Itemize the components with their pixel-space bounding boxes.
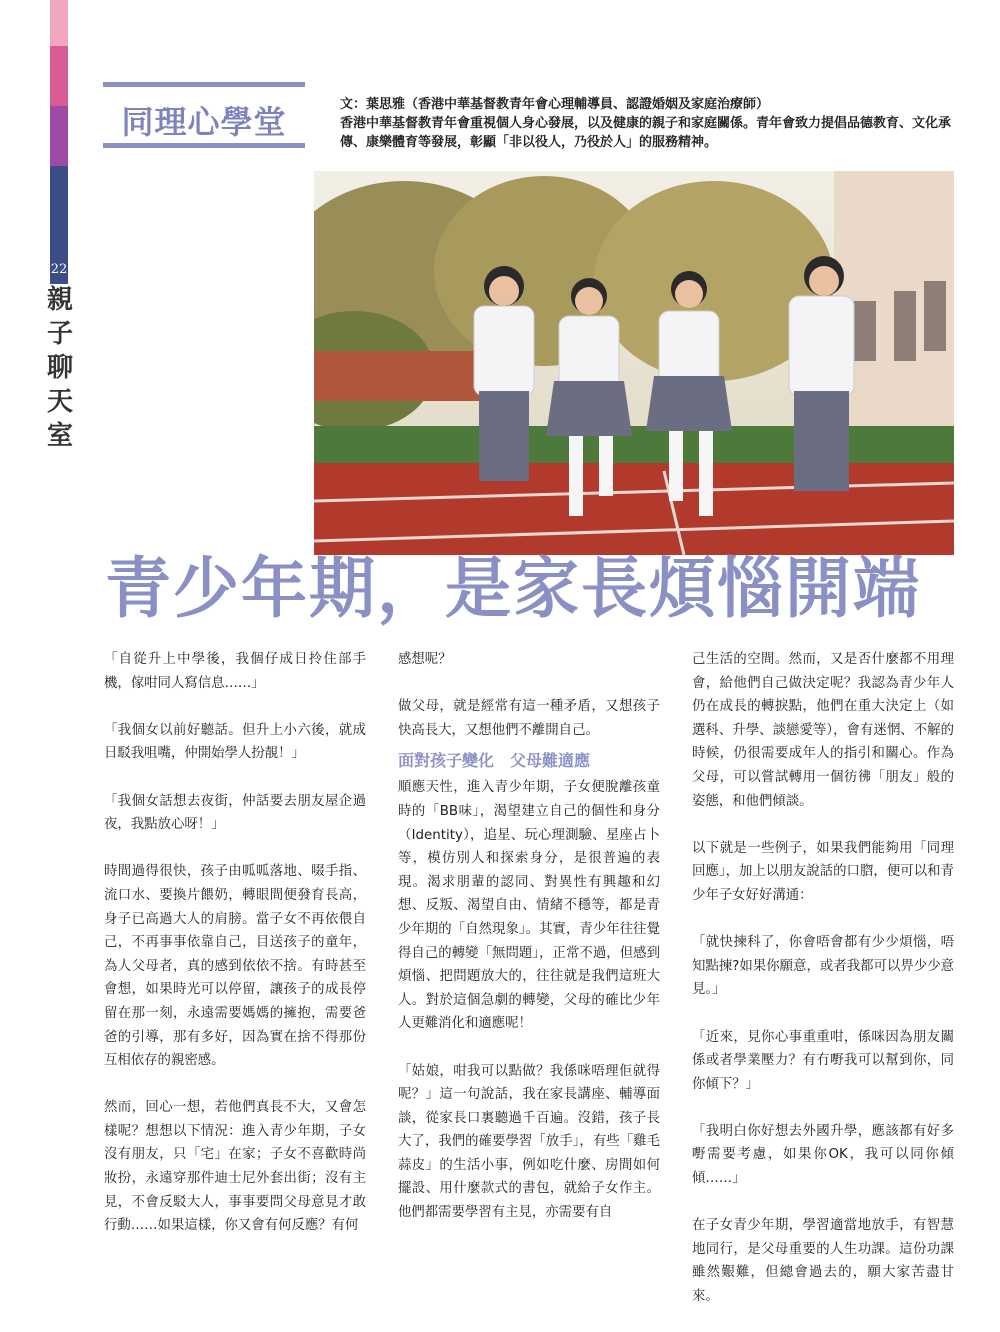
paragraph: 時間過得很快，孩子由呱呱落地、啜手指、流口水、要換片餵奶，轉眼間便發育長高，身子已高過大人的肩膀。當子女不再依偎自己，不再事事依靠自己，目送孩子的童年，為人父母者，真的感到依依不捨。有時甚至會想，如果時光可以停留，讓孩子的成長停留在那一刻，永遠需要媽媽的擁抱，需要爸爸的引導，那有多好，因為實在捨不得那份互相依存的親密感。 <box>104 864 366 1069</box>
section-title-box <box>103 82 305 148</box>
accent-bar-purple <box>50 106 68 166</box>
paragraph: 「自從升上中學後，我個仔成日拎住部手機，傢咁同人寫信息……」 <box>104 652 366 691</box>
author-byline: 文：葉思雅（香港中華基督教青年會心理輔導員、認證婚姻及家庭治療師） <box>340 97 770 112</box>
children-running-photo <box>314 171 954 555</box>
paragraph: 「姑娘，咁我可以點做？我係咪唔理佢就得呢？」這一句說話，我在家長講座、輔導面談，從家長口裏聽過千百遍。沒錯，孩子長大了，我們的確要學習「放手」，有些「雞毛蒜皮」的生活小事，例如吃什麼、房間如何擺設、用什麼款式的書包，就給子女作主。他們都需要學習有主見，亦需要有自 <box>398 1063 660 1221</box>
page-number: 22 <box>50 262 68 277</box>
quote-example: 「我明白你好想去外國升學，應該都有好多嘢需要考慮，如果你OK，我可以同你傾傾……」 <box>692 1123 954 1187</box>
paragraph: 順應天性，進入青少年期，子女便脫離孩童時的「BB味」，渴望建立自己的個性和身分（Identity），追星、玩心理測驗、星座占卜等，模仿別人和探索身分，是很普遍的表現。渴求朋輩的認同、對異性有興趣和幻想、反叛、渴望自由、情緒不穩等，都是青少年期的「自然現象」。其實，青少年往往覺得自己的轉變「無問題」，正常不過，但感到煩惱、把問題放大的，往往就是我們這班大人。對於這個急劇的轉變，父母的確比少年人更難消化和適應呢！ <box>398 780 660 1032</box>
vertical-title-char: 親 <box>46 285 73 315</box>
subheading: 面對孩子變化 父母難適應 <box>398 751 591 771</box>
photo-children-running <box>314 171 954 555</box>
accent-bar-pink <box>50 0 68 46</box>
vertical-title-char: 天 <box>46 387 73 417</box>
organization-intro: 香港中華基督教青年會重視個人身心發展，以及健康的親子和家庭關係。青年會致力提倡品德教育、文化承傳、康樂體育等發展，彰顯「非以役人，乃役於人」的服務精神。 <box>340 116 952 150</box>
paragraph: 「我個女話想去夜街，仲話要去朋友屋企過夜，我點放心呀！」 <box>104 793 366 833</box>
article-column-2 <box>398 648 660 1248</box>
paragraph: 以下就是一些例子，如果我們能夠用「同理回應」，加上以朋友說話的口脗，便可以和青少年子女好好溝通： <box>692 840 954 903</box>
paragraph: 然而，回心一想，若他們真長不大，又會怎樣呢？想想以下情況：進入青少年期，子女沒有朋友，只「宅」在家；子女不喜歡時尚妝扮，永遠穿那件迪士尼外套出街；沒有主見，不會反駁大人，事事要問父母意見才敢行動……如果這樣，你又會有何反應？有何 <box>104 1100 366 1234</box>
byline-block <box>340 95 960 152</box>
paragraph: 己生活的空間。然而，又是否什麼都不用理會，給他們自己做決定呢？我認為青少年人仍在成長的轉捩點，他們在重大決定上（如選科、升學、談戀愛等），會有迷惘、不解的時候，仍很需要成年人的指引和關心。作為父母，可以嘗試轉用一個彷彿「朋友」般的姿態，和他們傾談。 <box>692 652 954 809</box>
paragraph: 感想呢？ <box>398 652 452 667</box>
accent-bar-magenta <box>50 46 68 106</box>
vertical-title-char: 聊 <box>46 353 73 383</box>
vertical-title-char: 子 <box>46 319 73 349</box>
section-title: 同理心學堂 <box>121 103 287 141</box>
article-column-1 <box>104 648 366 1261</box>
paragraph: 在子女青少年期，學習適當地放手，有智慧地同行，是父母重要的人生功課。這份功課雖然艱難，但總會過去的，願大家苦盡甘來。 <box>692 1218 954 1305</box>
paragraph: 「我個女以前好聽話。但升上小六後，就成日駁我咀嘴，仲開始學人扮靚！」 <box>104 722 366 762</box>
article-headline: 青少年期，是家長煩惱開端 <box>105 549 921 627</box>
article-column-3 <box>692 648 954 1332</box>
quote-example: 「就快揀科了，你會唔會都有少少煩惱，唔知點揀?如果你願意，或者我都可以畀少少意見。」 <box>692 935 954 998</box>
column-title-vertical <box>45 283 75 453</box>
paragraph: 做父母，就是經常有這一種矛盾，又想孩子快高長大，又想他們不離開自己。 <box>398 699 660 738</box>
vertical-title-char: 室 <box>46 421 73 451</box>
quote-example: 「近來，見你心事重重咁，係咪因為朋友關係或者學業壓力？有冇嘢我可以幫到你，同你傾下？」 <box>692 1029 954 1092</box>
